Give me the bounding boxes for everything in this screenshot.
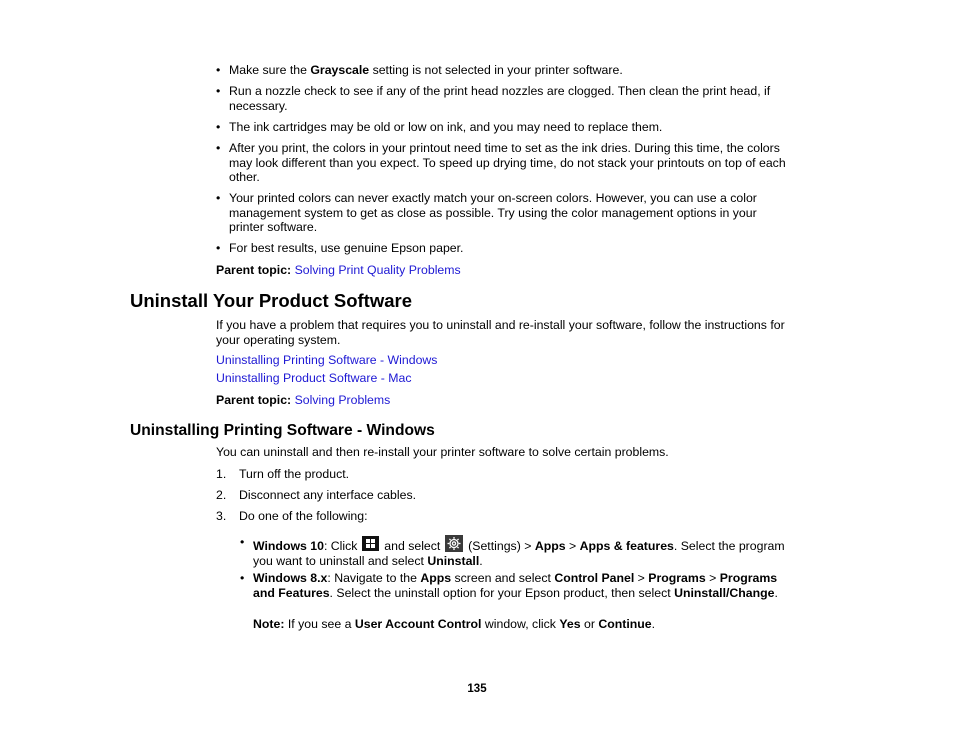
- link-uninstall-mac[interactable]: Uninstalling Product Software - Mac: [216, 371, 412, 385]
- link-uninstall-windows[interactable]: Uninstalling Printing Software - Windows: [216, 353, 438, 367]
- section-intro: If you have a problem that requires you to uninstall and re-install your software, follow the instructions for your operating system.: [216, 318, 785, 347]
- bullet: •: [216, 84, 221, 98]
- subsection-intro: You can uninstall and then re-install your printer software to solve certain problems.: [216, 445, 669, 459]
- note: Note: If you see a User Account Control window, click Yes or Continue.: [253, 617, 656, 631]
- page-number: 135: [467, 683, 487, 695]
- parent-topic-2: Parent topic: Solving Problems: [216, 393, 391, 407]
- settings-gear-icon: [445, 535, 463, 552]
- bullet: •: [240, 571, 245, 585]
- bullet: •: [216, 141, 221, 155]
- section-title: Uninstall Your Product Software: [130, 290, 412, 311]
- bullet: •: [216, 241, 221, 255]
- subsection-title: Uninstalling Printing Software - Windows: [130, 422, 435, 439]
- parent-topic-1: Parent topic: Solving Print Quality Problems: [216, 263, 461, 277]
- link-solving-print-quality-problems[interactable]: Solving Print Quality Problems: [294, 263, 461, 277]
- bullet: •: [216, 120, 221, 134]
- bullet: •: [216, 191, 221, 205]
- bullet: •: [216, 63, 221, 77]
- bullet: •: [240, 535, 245, 549]
- link-solving-problems[interactable]: Solving Problems: [294, 393, 391, 407]
- windows-start-icon: [362, 536, 379, 551]
